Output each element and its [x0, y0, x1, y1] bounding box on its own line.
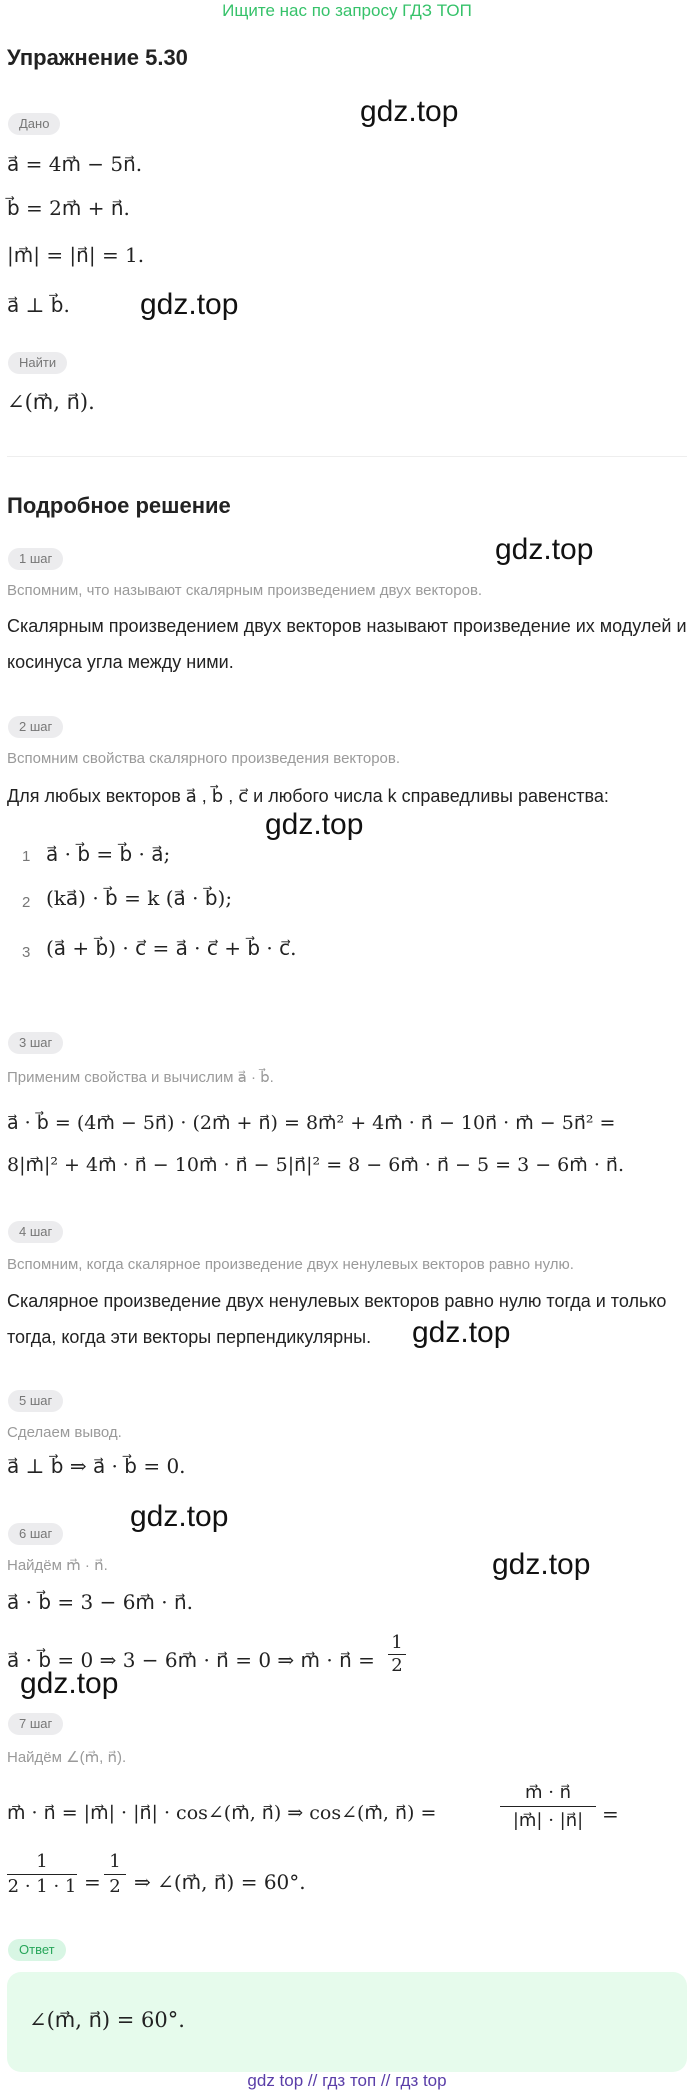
given-line-perp: a⃗ ⊥ b⃗.: [7, 293, 70, 317]
given-line-b: b⃗ = 2m⃗ + n⃗.: [7, 196, 130, 220]
step-3-line-2: 8|m⃗|² + 4m⃗ · n⃗ − 10m⃗ · n⃗ − 5|n⃗|² = 8 − 6m⃗ · n⃗ − 5 = 3 − 6m⃗ · n⃗.: [7, 1154, 624, 1176]
step-7-fraction-2-den: 2 · 1 · 1: [7, 1876, 77, 1897]
step-7-fraction-2-num: 1: [36, 1851, 48, 1872]
step-7-fraction-3: [104, 1850, 126, 1899]
watermark: gdz.top: [492, 1548, 591, 1581]
step-3-chip: 3 шаг: [8, 1032, 63, 1054]
footer-links[interactable]: gdz top // гдз топ // гдз top: [247, 2071, 447, 2090]
step-7-equals-2: =: [84, 1870, 101, 1894]
watermark: gdz.top: [412, 1316, 511, 1349]
watermark: gdz.top: [130, 1500, 229, 1533]
watermark: gdz.top: [20, 1667, 119, 1700]
step-3-hint: Применим свойства и вычислим a⃗ · b⃗.: [7, 1069, 274, 1086]
step-2-text: Для любых векторов a⃗ , b⃗ , c⃗ и любого числа k справедливы равенства:: [7, 786, 609, 806]
watermark: gdz.top: [360, 95, 459, 128]
step-6-hint: Найдём m⃗ · n⃗.: [7, 1557, 108, 1574]
property-formula-3: (a⃗ + b⃗) · c⃗ = a⃗ · c⃗ + b⃗ · c⃗.: [46, 936, 297, 960]
step-6-fraction-num: 1: [391, 1632, 403, 1653]
given-line-a: a⃗ = 4m⃗ − 5n⃗.: [7, 152, 143, 176]
given-chip: Дано: [8, 113, 60, 135]
step-6-fraction: [384, 1632, 410, 1677]
step-7-fraction-2: [7, 1850, 77, 1899]
watermark: gdz.top: [265, 808, 364, 841]
property-number-2: 2: [22, 894, 31, 911]
find-chip: Найти: [8, 352, 67, 374]
step-6-chip: 6 шаг: [8, 1523, 63, 1545]
property-number-3: 3: [22, 944, 31, 961]
step-1-chip: 1 шаг: [8, 548, 63, 570]
answer-line: ∠(m⃗, n⃗) = 60°.: [29, 2008, 185, 2032]
exercise-title: Упражнение 5.30: [7, 45, 188, 70]
watermark: gdz.top: [140, 288, 239, 321]
step-4-hint: Вспомним, когда скалярное произведение двух ненулевых векторов равно нулю.: [7, 1256, 574, 1273]
answer-chip: Ответ: [8, 1939, 66, 1961]
property-formula-2: (ka⃗) · b⃗ = k (a⃗ · b⃗);: [46, 886, 233, 910]
solution-title: Подробное решение: [7, 493, 231, 518]
step-5-hint: Сделаем вывод.: [7, 1424, 122, 1441]
step-6-line-2: a⃗ · b⃗ = 0 ⇒ 3 − 6m⃗ · n⃗ = 0 ⇒ m⃗ · n⃗ =: [7, 1648, 375, 1672]
step-5-chip: 5 шаг: [8, 1390, 63, 1412]
step-7-fraction-1-num: m⃗ · n⃗: [524, 1782, 572, 1803]
step-3-line-1: a⃗ · b⃗ = (4m⃗ − 5n⃗) · (2m⃗ + n⃗) = 8m⃗² + 4m⃗ · n⃗ − 10n⃗ · m⃗ − 5n⃗² =: [7, 1112, 616, 1134]
step-7-chip: 7 шаг: [8, 1713, 63, 1735]
step-6-line-1: a⃗ · b⃗ = 3 − 6m⃗ · n⃗.: [7, 1590, 194, 1614]
property-formula-1: a⃗ · b⃗ = b⃗ · a⃗;: [46, 842, 171, 866]
watermark: gdz.top: [495, 533, 594, 566]
step-7-fraction-3-den: 2: [109, 1876, 121, 1897]
search-banner[interactable]: Ищите нас по запросу ГДЗ ТОП: [222, 1, 472, 20]
find-line: ∠(m⃗, n⃗).: [7, 390, 95, 414]
given-line-norms: |m⃗| = |n⃗| = 1.: [7, 243, 145, 267]
step-7-fraction-3-num: 1: [109, 1851, 121, 1872]
step-2-hint: Вспомним свойства скалярного произведения векторов.: [7, 750, 401, 767]
step-1-hint: Вспомним, что называют скалярным произведением двух векторов.: [7, 582, 483, 599]
step-5-line: a⃗ ⊥ b⃗ ⇒ a⃗ · b⃗ = 0.: [7, 1454, 186, 1478]
step-7-line-1: m⃗ · n⃗ = |m⃗| · |n⃗| · cos∠(m⃗, n⃗) ⇒ cos∠(m⃗, n⃗) =: [7, 1802, 437, 1824]
step-7-hint: Найдём ∠(m⃗, n⃗).: [7, 1749, 127, 1766]
step-6-fraction-den: 2: [391, 1655, 403, 1676]
divider: [7, 456, 687, 457]
step-2-chip: 2 шаг: [8, 716, 63, 738]
step-4-chip: 4 шаг: [8, 1221, 63, 1243]
step-7-fraction-1: [500, 1780, 596, 1835]
step-4-text: Скалярное произведение двух ненулевых векторов равно нулю тогда и только тогда, когда эти векторы перпендикулярны.: [7, 1291, 667, 1347]
step-7-equals: =: [602, 1802, 619, 1826]
property-number-1: 1: [22, 848, 31, 865]
answer-box: [7, 1972, 687, 2072]
step-1-text: Скалярным произведением двух векторов называют произведение их модулей и косинуса угла между ними.: [7, 616, 687, 672]
step-7-fraction-1-den: |m⃗| · |n⃗|: [512, 1810, 584, 1831]
step-7-line-2-rest: ⇒ ∠(m⃗, n⃗) = 60°.: [134, 1870, 306, 1894]
